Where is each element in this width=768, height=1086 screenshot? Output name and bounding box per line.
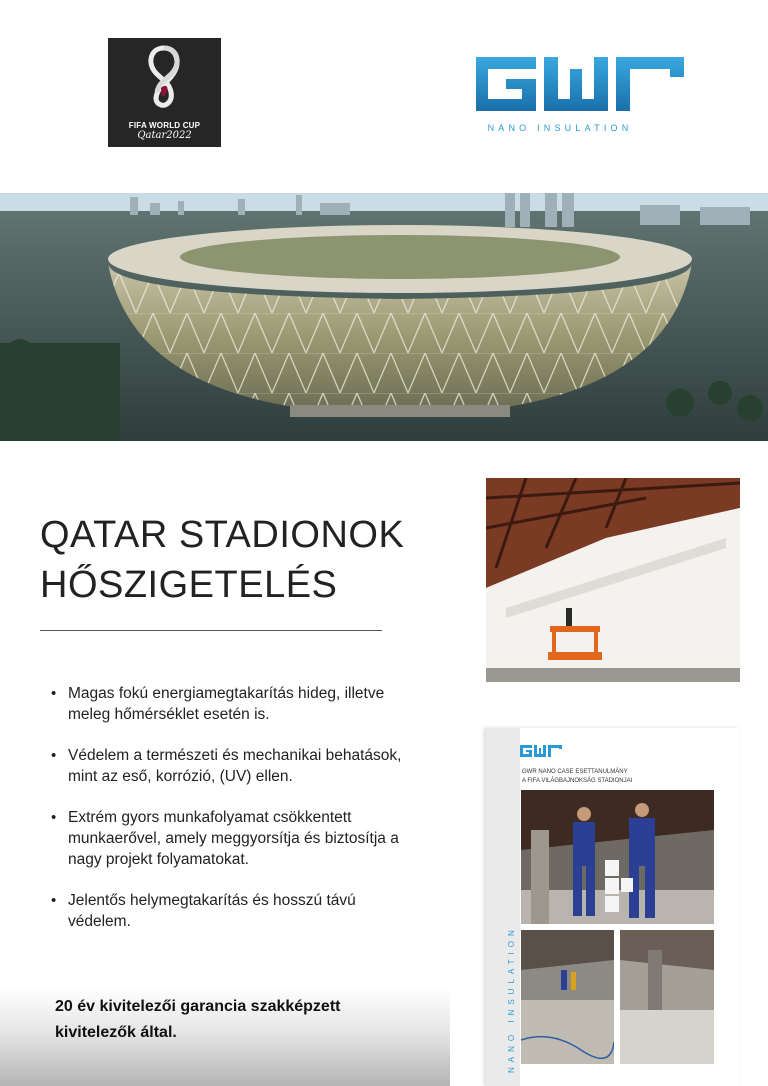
guarantee-line1: 20 év kivitelezői garancia szakképzett	[55, 998, 341, 1015]
title-divider	[40, 630, 382, 631]
fifa-logo-line1: FIFA WORLD CUP	[128, 121, 201, 130]
insulation-work-photo	[486, 478, 740, 682]
list-item: • Extrém gyors munkafolyamat csökkentett munkaerővel, amely meggyorsítja és biztosítja a nagy projekt folyamatokat.	[48, 807, 408, 870]
gwr-logo-tagline: NANO INSULATION	[487, 123, 633, 133]
benefits-list	[48, 683, 408, 952]
fifa-logo-line2: Qatar2022	[137, 130, 192, 141]
title-line1: QATAR STADIONOK	[40, 514, 405, 556]
case-study-vertical-text: NANO INSULATION	[507, 925, 516, 1073]
stadium-hero-image	[0, 193, 768, 441]
fifa-trophy-emblem-icon	[141, 44, 187, 112]
list-item: • Védelem a természeti és mechanikai behatások, mint az eső, korrózió, (UV) ellen.	[48, 745, 408, 787]
case-interior-photo-2	[620, 930, 714, 1064]
gwr-logo-icon	[474, 55, 686, 115]
case-heading-line2: A FIFA VILÁGBAJNOKSÁG STADIONJAI	[522, 778, 633, 784]
case-interior-photo-1	[521, 930, 614, 1064]
case-workers-photo	[521, 790, 714, 924]
gwr-logo	[474, 55, 686, 135]
title-line2: HŐSZIGETELÉS	[40, 564, 338, 606]
fifa-world-cup-logo	[108, 38, 221, 147]
guarantee-line2: kivitelezők által.	[55, 1024, 177, 1041]
list-item: • Magas fokú energiamegtakarítás hideg, illetve meleg hőmérséklet esetén is.	[48, 683, 408, 725]
case-gwr-logo-icon	[520, 744, 564, 760]
case-study-heading	[522, 768, 732, 786]
guarantee-text	[55, 994, 435, 1046]
case-heading-line1: GWR NANO CASE ESETTANULMÁNY	[522, 769, 628, 775]
page-title	[40, 510, 404, 610]
list-item: • Jelentős helymegtakarítás és hosszú távú védelem.	[48, 890, 408, 932]
case-study-cover	[486, 728, 740, 1086]
